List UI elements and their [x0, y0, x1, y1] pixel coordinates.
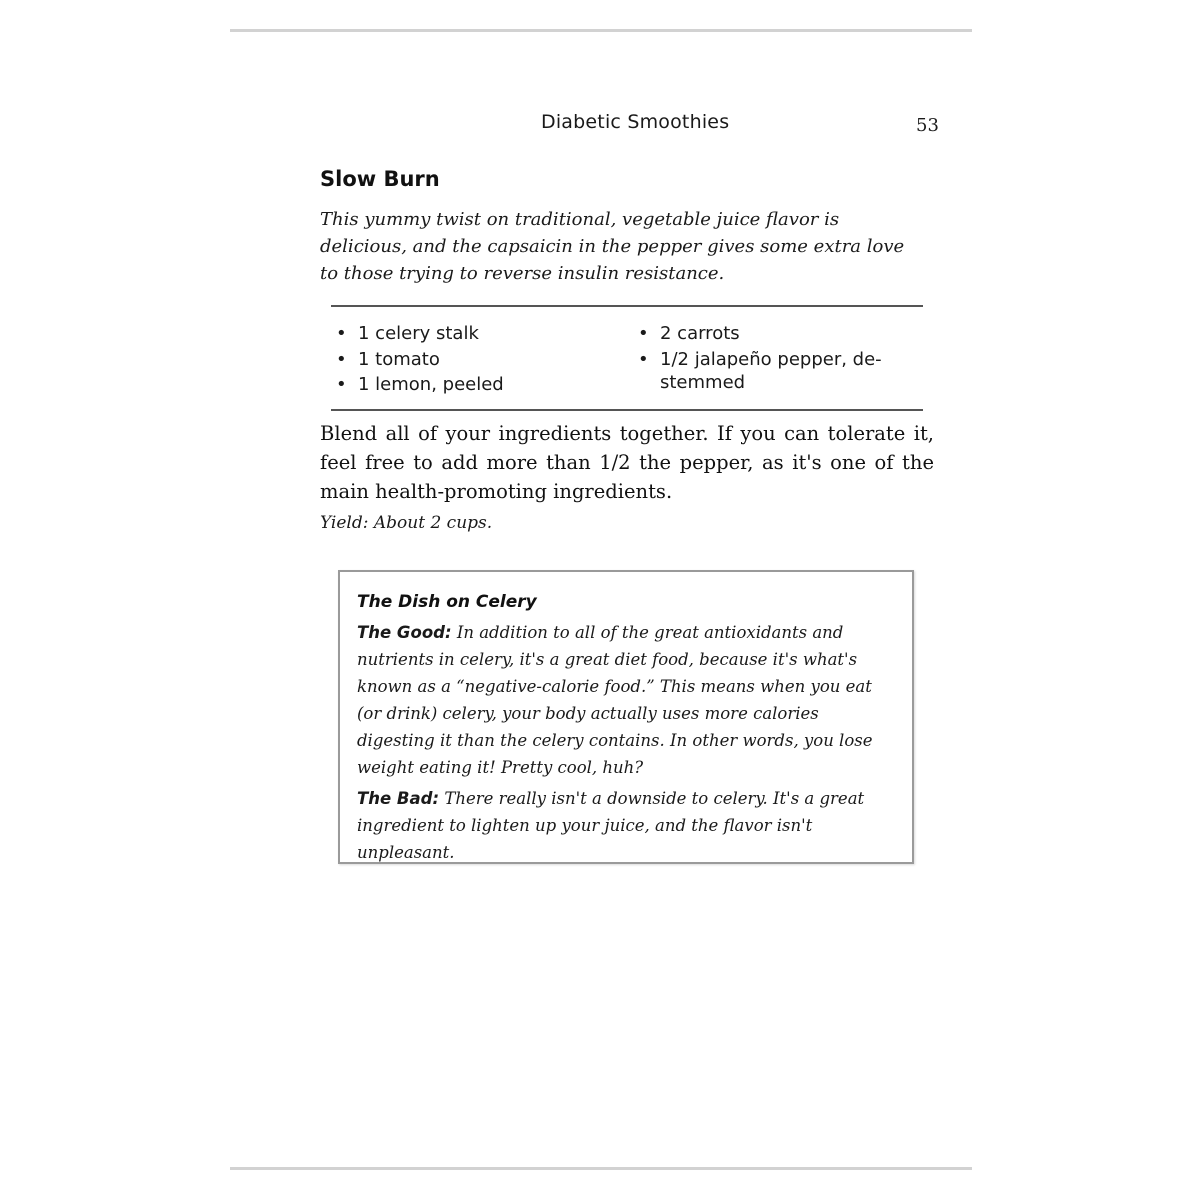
ingredient-text: 1 tomato: [358, 348, 440, 370]
sidebar-title: The Dish on Celery: [357, 592, 537, 612]
page-number: 53: [916, 115, 939, 136]
list-item: • 1/2 jalapeño pepper, de-stemmed: [638, 348, 882, 393]
ingredient-text: 1 lemon, peeled: [358, 374, 504, 395]
recipe-intro: This yummy twist on traditional, vegetable juice flavor is delicious, and the capsaicin in the pepper gives some extra love to those trying to reverse insulin resistance.: [320, 209, 905, 284]
list-item: • 1 lemon, peeled: [336, 374, 504, 395]
ingredients-list-left: [336, 321, 616, 398]
recipe-directions: Blend all of your ingredients together. If you can tolerate it, feel free to add more than 1/2 the pepper, as it's one of the main health-promoting ingredients.: [320, 422, 934, 503]
list-item: • 1 tomato: [336, 348, 440, 370]
list-item: • 2 carrots: [638, 323, 740, 344]
ingredients-list-right: [638, 321, 898, 394]
sidebar-good-paragraph: [357, 619, 894, 781]
ingredient-text: 1/2 jalapeño pepper, de-stemmed: [660, 348, 882, 393]
page-top-edge: [230, 29, 972, 32]
sidebar-box: [338, 570, 914, 864]
list-item: • 1 celery stalk: [336, 323, 479, 344]
sidebar-bad-paragraph: [357, 785, 894, 866]
page-bottom-edge: [230, 1167, 972, 1170]
bad-label: The Bad:: [357, 789, 440, 808]
recipe-yield: Yield: About 2 cups.: [320, 513, 493, 533]
ingredient-text: 2 carrots: [660, 323, 740, 344]
ingredient-text: 1 celery stalk: [358, 323, 479, 344]
running-head: Diabetic Smoothies: [541, 111, 730, 133]
recipe-title: Slow Burn: [320, 167, 440, 191]
ingredients-bottom-rule: [331, 409, 923, 411]
good-text: In addition to all of the great antioxidants and nutrients in celery, it's a great diet food, because it's what's known as a “negative-calorie food.” This means when you eat (or drink) celery, your body actually uses more calories digesting it than the celery contains. In other words, you lose weight eating it! Pretty cool, huh?: [357, 623, 873, 777]
good-label: The Good:: [357, 623, 452, 642]
bad-text: There really isn't a downside to celery. It's a great ingredient to lighten up your juice, and the flavor isn't unpleasant.: [357, 789, 865, 862]
ingredients-top-rule: [331, 305, 923, 307]
